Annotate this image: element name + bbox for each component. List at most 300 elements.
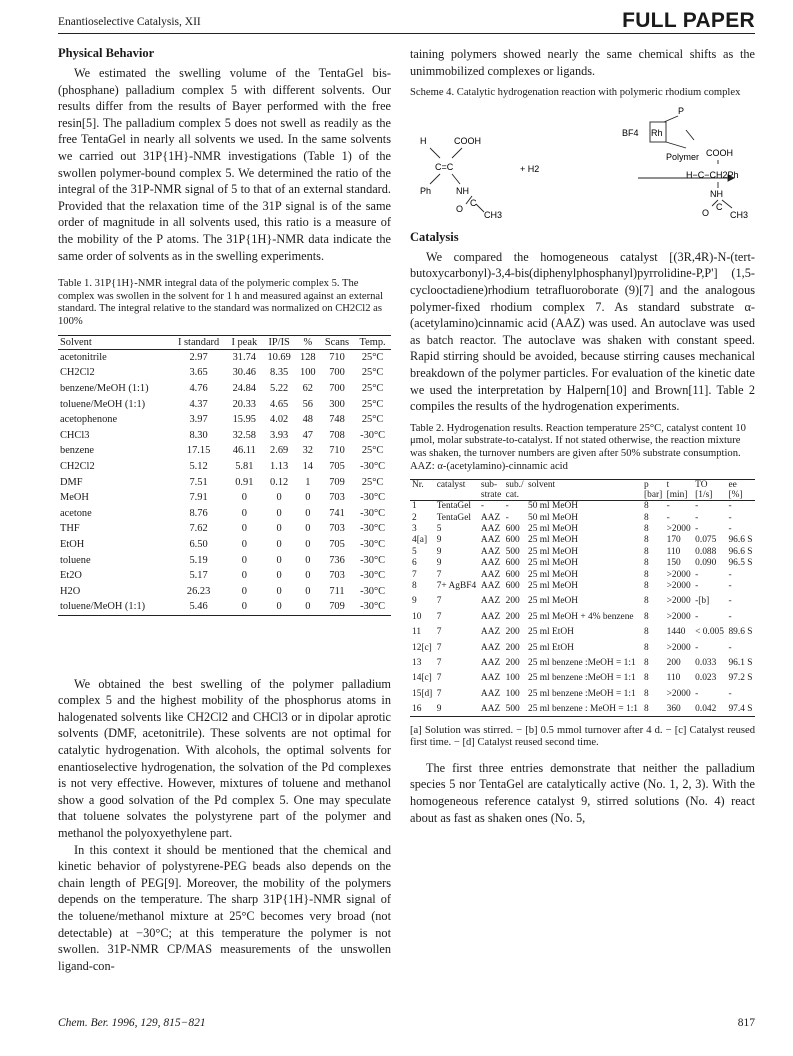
paragraph: We obtained the best swelling of the polymer palladium complex 5 and the highest mobility of the phosphorus atoms in halogenated solvents like CH2Cl2 and CHCl3 or in dipolar aprotic solvents (DMF, acetonitrile). These solvents are not optimal for catalytic hydrogenation. With alcohols, the optimal solvents for enantioselective hydrogenation, the solvation of the Pd complexes is not very effective. However, mixtures of toluene and methanol show a good solvation of the Pd complex 5. One may speculate that toluene solvates the polystyrene part of the polymer and methanol the polyoxyethylene part. [58, 676, 391, 840]
prod-nh-label: NH [710, 188, 723, 199]
prod-cooh-label: COOH [706, 147, 733, 158]
table2-cell: 200 [505, 596, 520, 607]
table-row [410, 669, 755, 684]
table2-cell: 1440 [666, 627, 686, 638]
table-row [58, 349, 391, 365]
table1-cell: 0 [241, 507, 247, 519]
table2-cell: 8 [644, 523, 649, 534]
rh-label: Rh [651, 127, 663, 138]
table1-cell: 3.97 [189, 414, 208, 426]
table-row [410, 570, 755, 581]
table2-header-cell: [bar] [642, 490, 665, 501]
table1-cell: toluene/MeOH (1:1) [60, 398, 146, 410]
table1-cell: -30°C [360, 523, 386, 535]
table2-cell: AAZ [480, 512, 501, 523]
table2-cell: - [695, 642, 699, 653]
table2-cell: 8 [644, 580, 649, 591]
table1-cell: 7.91 [189, 492, 208, 504]
table2-cell: 7 [436, 611, 442, 622]
bf4-label: BF4 [622, 127, 639, 138]
table-row [410, 558, 755, 569]
table2-cell: 25 ml benzene : MeOH = 1:1 [526, 700, 642, 716]
prod-chain-label: H−C−CH2Ph [686, 169, 739, 180]
table2-cell: - [728, 501, 732, 512]
table1-cell: 711 [329, 585, 345, 597]
table2-cell: 200 [505, 611, 520, 622]
table1-cell: 26.23 [186, 585, 211, 597]
table1-cell: Et2O [60, 570, 82, 582]
table1-cell: 0 [305, 554, 311, 566]
right-column [410, 46, 755, 826]
table2-header-cell: cat. [504, 490, 526, 501]
scheme-caption: Scheme 4. Catalytic hydrogenation reaction with polymeric rhodium complex [410, 87, 741, 99]
table1-cell: EtOH [60, 538, 85, 550]
table-row [58, 443, 391, 459]
table2-cell: AAZ [480, 558, 501, 569]
table1-header-cell: % [296, 335, 320, 349]
table1-cell: 100 [300, 367, 316, 379]
table1-cell: 0.91 [235, 476, 254, 488]
table1-cell: 0 [276, 554, 282, 566]
table2-cell: 0.090 [695, 558, 717, 569]
table2-cell: 12[c] [412, 642, 432, 653]
table1-cell: 5.81 [235, 460, 254, 472]
table2-cell: 200 [505, 642, 520, 653]
c-label: C [470, 197, 477, 208]
table2-cell: 5 [412, 546, 417, 557]
table-row [58, 365, 391, 381]
table2-header-cell: Nr. [410, 480, 435, 491]
table2-cell: AAZ [480, 611, 501, 622]
table2-cell: 7 [436, 688, 442, 699]
table-row [58, 583, 391, 599]
table2-cell: - [728, 512, 732, 523]
table2-cell: 15[d] [412, 688, 433, 699]
table1-cell: 736 [329, 554, 345, 566]
table1-cell: 705 [329, 460, 345, 472]
table2-cell: 25 ml EtOH [528, 642, 574, 653]
table1-caption: Table 1. 31P{1H}-NMR integral data of the polymeric complex 5. The complex was swollen in the solvent for 1 h and measured against an external standard. The integral relative to the standard was normalized on CH2Cl2 as 100% [58, 278, 384, 327]
table2-cell: >2000 [666, 596, 691, 607]
table1-cell: benzene/MeOH (1:1) [60, 382, 149, 394]
table1-cell: 24.84 [232, 382, 256, 394]
table2-cell: - [728, 688, 732, 699]
table2-cell: 170 [666, 535, 681, 546]
table2-cell: >2000 [666, 688, 691, 699]
table1-cell: -30°C [360, 554, 386, 566]
table-row [410, 639, 755, 654]
table-row [410, 700, 755, 716]
table1-cell: 4.02 [270, 414, 289, 426]
table-row [58, 568, 391, 584]
table1-cell: 25°C [361, 476, 384, 488]
table1-cell: 5.17 [189, 570, 208, 582]
table2-cell: 500 [504, 700, 526, 716]
table2-cell: 6 [412, 558, 417, 569]
table2-cell: 110 [666, 673, 681, 684]
table2-cell: 96.5 S [728, 558, 753, 569]
table2-cell: 200 [666, 657, 681, 668]
table1-cell: 15.95 [232, 414, 256, 426]
table2-cell: 4[a] [412, 535, 428, 546]
table2-header-cell: [%] [726, 490, 755, 501]
table1-cell: 5.22 [270, 382, 289, 394]
table2-cell: 8 [644, 512, 649, 523]
table2-cell: AAZ [480, 627, 501, 638]
table1-cell: 709 [320, 599, 354, 615]
table2-cell: TentaGel [436, 501, 471, 512]
table-row [58, 599, 391, 615]
table-row [410, 623, 755, 638]
table1-cell: 0 [226, 599, 262, 615]
table2-header-cell: strate [479, 490, 504, 501]
table-row [58, 490, 391, 506]
table1-cell: 46.11 [232, 445, 256, 457]
table2-cell: - [728, 642, 732, 653]
table2-cell: >2000 [666, 580, 691, 591]
table2-cell: - [695, 569, 699, 580]
table2-cell: - [728, 596, 732, 607]
table2-cell: 1 [412, 501, 417, 512]
table2-cell: 11 [412, 627, 422, 638]
table2-cell: 16 [410, 700, 435, 716]
table2-cell: - [695, 580, 699, 591]
table2-cell: -[b] [695, 596, 710, 607]
table1-cell: 0 [276, 538, 282, 550]
nh-label: NH [456, 185, 469, 196]
table1-cell: 0 [241, 585, 247, 597]
paragraph: taining polymers showed nearly the same chemical shifts as the unimmobilized complexes or ligands. [410, 47, 755, 78]
running-title: Enantioselective Catalysis, XII [58, 16, 201, 28]
table2-cell: 5 [436, 523, 442, 534]
table2-cell: >2000 [666, 611, 691, 622]
table2-cell: 97.2 S [728, 673, 753, 684]
ch3-label: CH3 [484, 209, 503, 220]
table1-cell: 0 [276, 507, 282, 519]
table1-cell: 0 [262, 599, 295, 615]
table2-caption: Table 2. Hydrogenation results. Reaction temperature 25°C, catalyst content 10 μmol, molar substrate-to-catalyst. If not stated otherwise, the reaction mixture was shaken, the turnover numbers are given after 50% substrate consumption. AAZ: α-(acetylamino)-cinnamic acid [410, 422, 746, 472]
table1-cell: 20.33 [232, 398, 256, 410]
table1-header-cell: Temp. [354, 335, 391, 349]
table1 [58, 335, 391, 616]
table1-cell: 700 [329, 367, 345, 379]
table2-cell: AAZ [480, 657, 501, 668]
table2-cell: 8 [644, 535, 649, 546]
table-row [58, 537, 391, 553]
table1-cell: acetophenone [60, 414, 118, 426]
table1-cell: 0 [241, 554, 247, 566]
table1-cell: CH2Cl2 [60, 460, 95, 472]
table-row [410, 513, 755, 524]
table1-cell: H2O [60, 585, 81, 597]
table1-cell: 0 [276, 523, 282, 535]
cooh-label: COOH [454, 135, 481, 146]
table-row [410, 501, 755, 513]
table-row [58, 396, 391, 412]
table2-cell: TentaGel [436, 512, 471, 523]
table2-cell: 25 ml MeOH [528, 546, 579, 557]
table2-header-cell [410, 490, 435, 501]
table1-cell: 3.65 [189, 367, 208, 379]
table2-cell: 25 ml benzene :MeOH = 1:1 [528, 688, 636, 699]
table2-cell: < 0.005 [695, 627, 724, 638]
table1-header-cell: I peak [226, 335, 262, 349]
table2-header-cell: sub./ [504, 480, 526, 491]
table1-cell: 17.15 [186, 445, 211, 457]
paragraph: The first three entries demonstrate that neither the palladium species 5 nor TentaGel are catalytically active (No. 1, 2, 3). With the homogeneous reference catalyst 9, stirred solutions (No. 4) react about as fast as shaken ones (No. 5, [410, 760, 755, 825]
table1-cell: 30.46 [232, 367, 256, 379]
section-label: FULL PAPER [622, 9, 755, 32]
table2-header-cell: sub- [479, 480, 504, 491]
table1-cell: 56 [302, 398, 313, 410]
table2-header-cell: TO [693, 480, 726, 491]
table2-cell: 25 ml MeOH [528, 535, 579, 546]
table1-cell: 4.65 [270, 398, 289, 410]
table2-cell: 10 [412, 611, 422, 622]
table2-cell: 600 [505, 558, 520, 569]
journal-citation: Chem. Ber. 1996, 129, 815−821 [58, 1017, 206, 1029]
table-row [410, 581, 755, 592]
table2-cell: 0.042 [693, 700, 726, 716]
table2-cell: - [505, 501, 509, 512]
h2-label: + H2 [520, 163, 540, 174]
table2-cell: 8 [644, 611, 649, 622]
table2-header-cell: p [642, 480, 665, 491]
table2-cell: 25 ml EtOH [528, 627, 574, 638]
table2-cell: AAZ [480, 642, 501, 653]
table1-cell: DMF [60, 476, 83, 488]
table2-cell: AAZ [480, 596, 501, 607]
table2-cell: 96.6 S [728, 546, 753, 557]
table2-cell: 500 [505, 546, 520, 557]
table2-cell: 50 ml MeOH [528, 501, 579, 512]
prod-o-label: O [702, 207, 710, 218]
table2-header-cell: solvent [526, 480, 642, 491]
table2-cell: 25 ml MeOH [528, 596, 579, 607]
table1-cell: 0 [305, 523, 311, 535]
table2-cell: AAZ [479, 700, 504, 716]
table1-cell: THF [60, 523, 80, 535]
prod-c-label: C [716, 201, 723, 212]
table1-cell: 0 [276, 585, 282, 597]
table2-cell: 7 [436, 569, 442, 580]
table2-cell: 2 [412, 512, 417, 523]
table1-cell: CHCl3 [60, 429, 90, 441]
table2-footnotes: [a] Solution was stirred. − [b] 0.5 mmol turnover after 4 d. − [c] Catalyst reused first time. − [d] Catalyst reused second time. [410, 724, 755, 749]
table1-cell: 48 [302, 414, 313, 426]
table1-cell: 708 [329, 429, 345, 441]
table2-cell: 7 [436, 673, 442, 684]
table2-cell: 9 [435, 700, 479, 716]
table1-cell: benzene [60, 445, 95, 457]
table2-header-cell: t [665, 480, 694, 491]
table1-cell: 710 [329, 445, 345, 457]
h-label: H [420, 135, 427, 146]
table1-cell: -30°C [354, 599, 391, 615]
table1-cell: -30°C [360, 538, 386, 550]
table-row [58, 381, 391, 397]
prod-ch3-label: CH3 [730, 209, 749, 220]
table-row [58, 474, 391, 490]
table2-cell: 8 [644, 596, 649, 607]
table2-cell: 200 [505, 627, 520, 638]
table1-cell: 32 [302, 445, 313, 457]
table1-cell: 4.76 [189, 382, 208, 394]
table1-cell: 25°C [361, 445, 384, 457]
table1-cell: 5.19 [189, 554, 208, 566]
table1-cell: 7.62 [189, 523, 208, 535]
table2-cell: 600 [505, 569, 520, 580]
table2-cell: 89.6 S [728, 627, 753, 638]
table1-cell: 0 [305, 585, 311, 597]
table2-cell: 7 [436, 596, 442, 607]
table1-cell: 5.46 [171, 599, 226, 615]
table2-cell: - [505, 512, 509, 523]
table1-cell: 14 [302, 460, 313, 472]
table2-cell: 96.1 S [728, 657, 753, 668]
table1-cell: 2.97 [189, 351, 208, 363]
table2-cell: >2000 [666, 642, 691, 653]
table2-cell: 8 [644, 673, 649, 684]
paragraph: We estimated the swelling volume of the TentaGel bis-(phosphane) palladium complex 5 with different solvents. Our results differ from the results of Bayer performed with the free resin[5]. The palladium complex 5 does not swell as readily as the free TentaGel in nearly all solvents we used. In the same solvents we carried out 31P{1H}-NMR investigations (Table 1) of the swollen polymer-bound complex 5. We determined the ratio of the integral of the 31P-NMR signal of 5 to that of an external standard. Provided that the relaxation time of the 31P signal is of the same order of magnitude in all solvents used, this ratio is a measure of the mobility of the P atoms. The 31P{1H}-NMR data indicate the same order of solvents as in the swelling experiments. [58, 66, 391, 263]
table2-cell: AAZ [480, 688, 501, 699]
table2-cell: - [728, 523, 732, 534]
table1-cell: 0 [296, 599, 320, 615]
table2-cell: 7 [412, 569, 417, 580]
header-rule [58, 33, 755, 34]
table1-cell: acetonitrile [60, 351, 107, 363]
table1-header-cell: I standard [171, 335, 226, 349]
table1-header-cell: Scans [320, 335, 354, 349]
table1-cell: -30°C [360, 585, 386, 597]
table-row [58, 505, 391, 521]
table2-cell: AAZ [480, 546, 501, 557]
table1-cell: 0 [305, 570, 311, 582]
table-row [58, 427, 391, 443]
table2-cell: 25 ml benzene :MeOH = 1:1 [528, 673, 636, 684]
table1-cell: 0 [241, 492, 247, 504]
table1-cell: 32.58 [232, 429, 256, 441]
table1-cell: 31.74 [232, 351, 256, 363]
table1-cell: 1.13 [270, 460, 289, 472]
table2-cell: 25 ml MeOH [528, 580, 579, 591]
table2-cell: 100 [505, 673, 520, 684]
table2-cell: 96.6 S [728, 535, 753, 546]
table1-cell: MeOH [60, 492, 89, 504]
table1-cell: 300 [329, 398, 345, 410]
table2-cell: 25 ml MeOH [528, 558, 579, 569]
table2-header-cell: catalyst [435, 480, 479, 491]
table1-cell: 25°C [361, 351, 384, 363]
scheme-reaction-diagram [410, 100, 755, 220]
table2-cell: 600 [505, 523, 520, 534]
table2-cell: 0.023 [695, 673, 717, 684]
table2-header-cell: [min] [665, 490, 694, 501]
table2-cell: 7 [436, 642, 442, 653]
table1-cell: 0 [305, 492, 311, 504]
table1-cell: 741 [329, 507, 345, 519]
table-row [58, 412, 391, 428]
table2-cell: 0.075 [695, 535, 717, 546]
table1-cell: 47 [302, 429, 313, 441]
table1-cell: 7.51 [189, 476, 208, 488]
table2-cell: - [728, 569, 732, 580]
table2-cell: 50 ml MeOH [528, 512, 579, 523]
table2-cell: 100 [505, 688, 520, 699]
table2-cell: 7 [436, 627, 442, 638]
table1-cell: toluene/MeOH (1:1) [58, 599, 171, 615]
table-row [410, 547, 755, 558]
table1-cell: 700 [329, 382, 345, 394]
table-row [410, 685, 755, 700]
table1-cell: 25°C [361, 382, 384, 394]
table1-cell: 128 [300, 351, 316, 363]
table-row [58, 459, 391, 475]
table2-header-cell [435, 490, 479, 501]
table2-cell: 8 [644, 546, 649, 557]
table1-cell: 703 [329, 492, 345, 504]
table2-cell: 9 [436, 558, 442, 569]
table2-cell: 97.4 S [726, 700, 755, 716]
table1-cell: 0.12 [270, 476, 289, 488]
table2-cell: 8 [644, 501, 649, 512]
table2-header-cell [526, 490, 642, 501]
table2-cell: 150 [666, 558, 681, 569]
table2-cell: 110 [666, 546, 681, 557]
table1-cell: 0 [241, 538, 247, 550]
reaction-svg [410, 100, 755, 220]
paragraph: In this context it should be mentioned that the chemical and kinetic behavior of polystyrene-PEG beads also depends on the chain length of PEG[9]. Moreover, the mobility of the polymers depends on the temperature. The sharp 31P{1H}-NMR signal of the toluene/methanol mixture at 25°C becomes very broad (not detectable) at −30°C; at this temperature the polymer is not swollen. 31P-NMR CP/MAS measurements of the unswollen ligand-con- [58, 842, 391, 973]
table1-cell: 0 [241, 523, 247, 535]
heading-catalysis: Catalysis [410, 229, 459, 244]
table2-cell: 360 [665, 700, 694, 716]
table1-cell: 8.76 [189, 507, 208, 519]
table2-cell: 8 [644, 627, 649, 638]
table2-cell: >2000 [666, 523, 691, 534]
table1-cell: 10.69 [267, 351, 291, 363]
table1-cell: 8.35 [270, 367, 289, 379]
polymer-label: Polymer [666, 151, 700, 162]
table1-cell: 25°C [361, 414, 384, 426]
table2-cell: - [666, 512, 670, 523]
table2-cell: - [695, 611, 699, 622]
table2-cell: 9 [436, 535, 442, 546]
table2-cell: 0.088 [695, 546, 717, 557]
table2-cell: 8 [644, 642, 649, 653]
table2-cell: AAZ [480, 569, 501, 580]
table1-cell: -30°C [360, 492, 386, 504]
table1-cell: 710 [329, 351, 345, 363]
o-label: O [456, 203, 464, 214]
table1-cell: 8.30 [189, 429, 208, 441]
table2-cell: 8 [644, 688, 649, 699]
table1-header-cell: Solvent [58, 335, 171, 349]
table1-cell: 3.93 [270, 429, 289, 441]
table-row [410, 608, 755, 623]
table1-cell: 1 [305, 476, 311, 488]
table2-cell: 0.033 [695, 657, 717, 668]
table-row [58, 521, 391, 537]
table2-cell: AAZ [480, 535, 501, 546]
table1-cell: 748 [329, 414, 345, 426]
table2-cell: AAZ [480, 580, 501, 591]
table1-cell: 0 [276, 570, 282, 582]
table2-cell: 14[c] [412, 673, 432, 684]
table-row [410, 524, 755, 535]
table1-cell: 709 [329, 476, 345, 488]
table2-cell: 8 [412, 580, 417, 591]
page-number: 817 [737, 1017, 755, 1029]
